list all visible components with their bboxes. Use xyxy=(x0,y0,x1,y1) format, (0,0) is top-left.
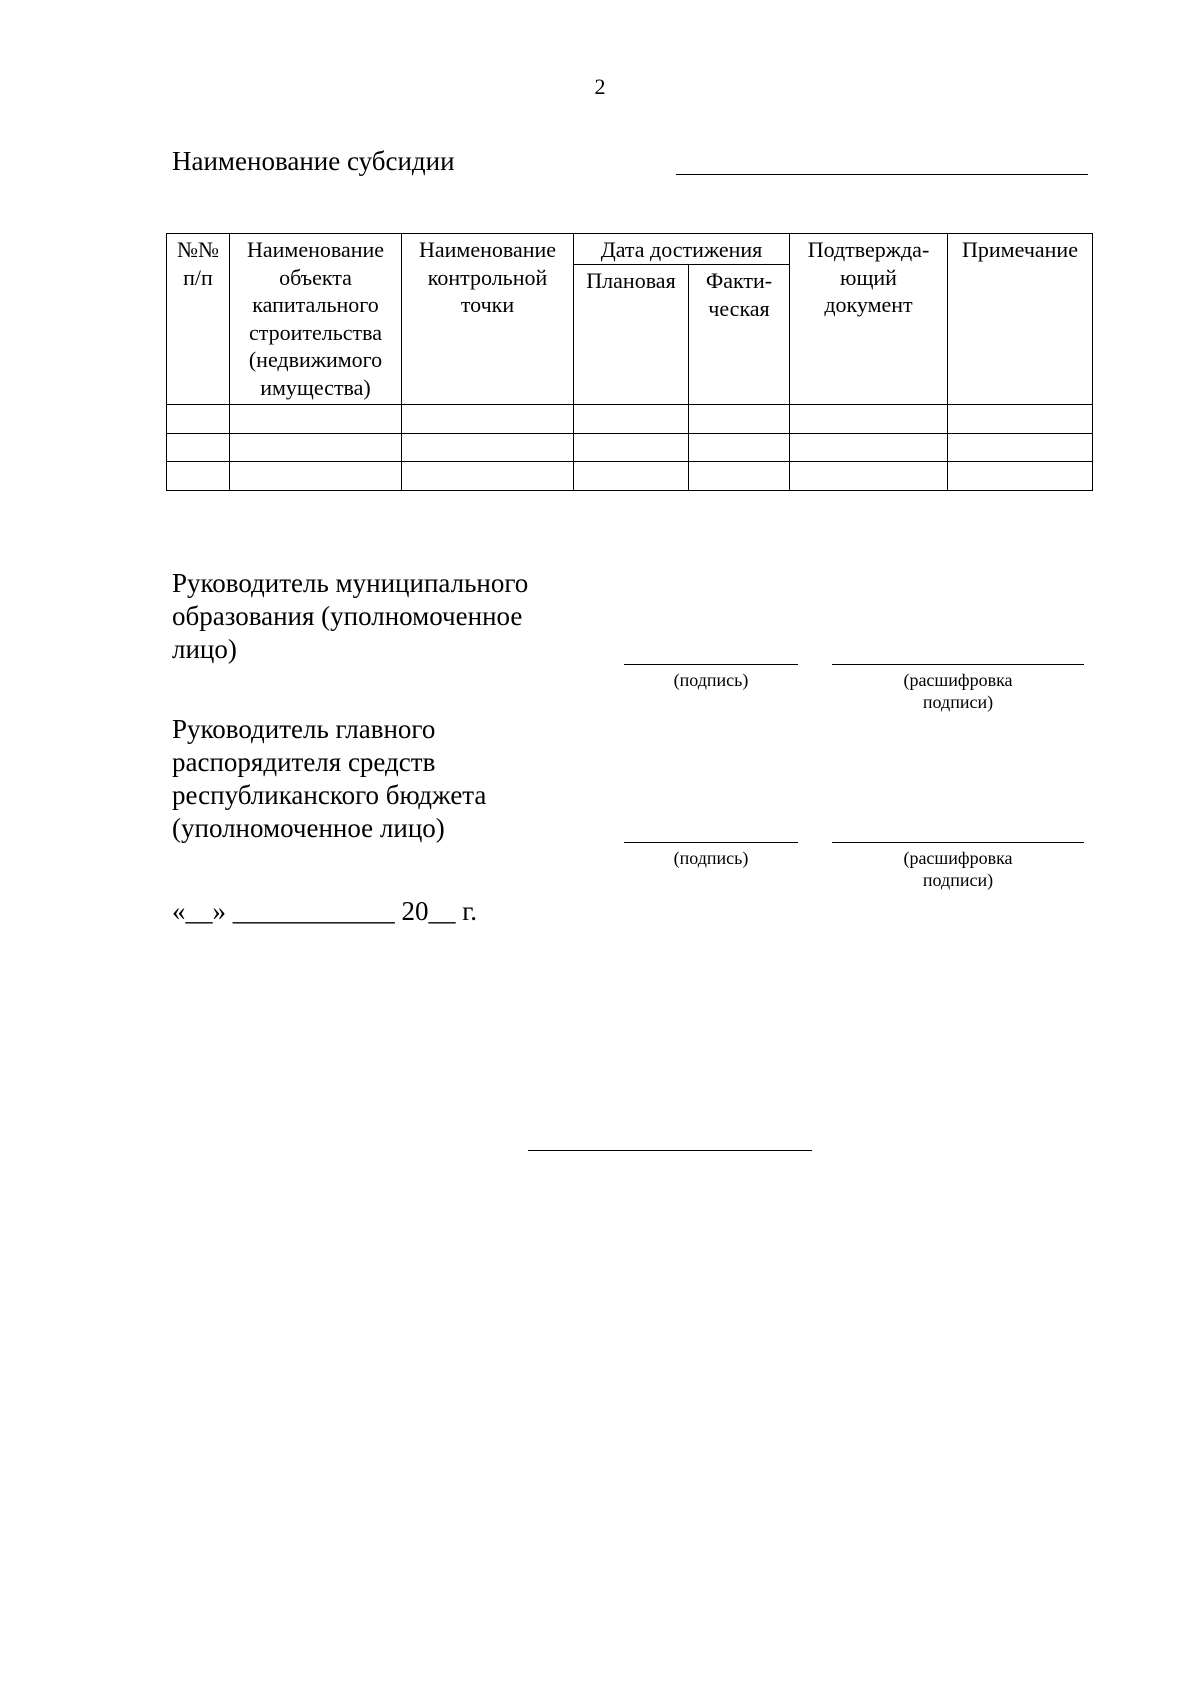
signatory-1-signature-caption: (подпись) xyxy=(673,670,749,690)
table-cell xyxy=(790,462,948,491)
date-line: «__» ____________ 20__ г. xyxy=(172,896,478,926)
table-cell xyxy=(790,405,948,434)
checkpoints-table xyxy=(166,233,1093,491)
table-cell xyxy=(402,462,574,491)
table-cell xyxy=(948,462,1093,491)
table-cell xyxy=(574,462,689,491)
table-cell xyxy=(230,462,402,491)
signatory-2-signature-line xyxy=(624,842,798,843)
header-num: №№ п/п xyxy=(167,234,230,405)
signatory-1-title: Руководитель муниципального образования (уполномоченное лицо) xyxy=(172,568,529,664)
subsidy-name-blank-line xyxy=(676,174,1088,175)
table-row xyxy=(167,462,1093,491)
table-cell xyxy=(230,405,402,434)
table-cell xyxy=(689,405,790,434)
table-cell xyxy=(167,405,230,434)
signatory-1-decoding-line xyxy=(832,664,1084,665)
document-end-line xyxy=(528,1150,812,1151)
table-cell xyxy=(402,405,574,434)
table-cell xyxy=(574,433,689,462)
subsidy-label: Наименование субсидии xyxy=(172,146,455,176)
header-document: Подтвержда- ющий документ xyxy=(790,234,948,405)
signatory-2-decoding-caption: (расшифровка подписи) xyxy=(903,848,1013,890)
signatory-2-signature-caption: (подпись) xyxy=(673,848,749,868)
table-cell xyxy=(167,433,230,462)
signatory-2-title: Руководитель главного распорядителя средств республиканского бюджета (уполномоченное лицо) xyxy=(172,714,487,843)
header-planned: Плановая xyxy=(574,265,689,405)
header-actual: Факти- ческая xyxy=(689,265,790,405)
header-date-group: Дата достижения xyxy=(574,234,790,265)
table-cell xyxy=(230,433,402,462)
table-cell xyxy=(574,405,689,434)
table-cell xyxy=(689,462,790,491)
table-cell xyxy=(689,433,790,462)
table-row xyxy=(167,405,1093,434)
header-note: Примечание xyxy=(948,234,1093,405)
page-number: 2 xyxy=(594,74,606,99)
table-row xyxy=(167,433,1093,462)
signatory-2-decoding-line xyxy=(832,842,1084,843)
table-cell xyxy=(402,433,574,462)
signatory-1-signature-line xyxy=(624,664,798,665)
header-object: Наименование объекта капитального строительства (недвижимого имущества) xyxy=(230,234,402,405)
signatory-1-decoding-caption: (расшифровка подписи) xyxy=(903,670,1013,712)
table-cell xyxy=(948,433,1093,462)
table-cell xyxy=(167,462,230,491)
table-cell xyxy=(790,433,948,462)
header-checkpoint: Наименование контрольной точки xyxy=(402,234,574,405)
table-cell xyxy=(948,405,1093,434)
table-body xyxy=(167,405,1093,491)
